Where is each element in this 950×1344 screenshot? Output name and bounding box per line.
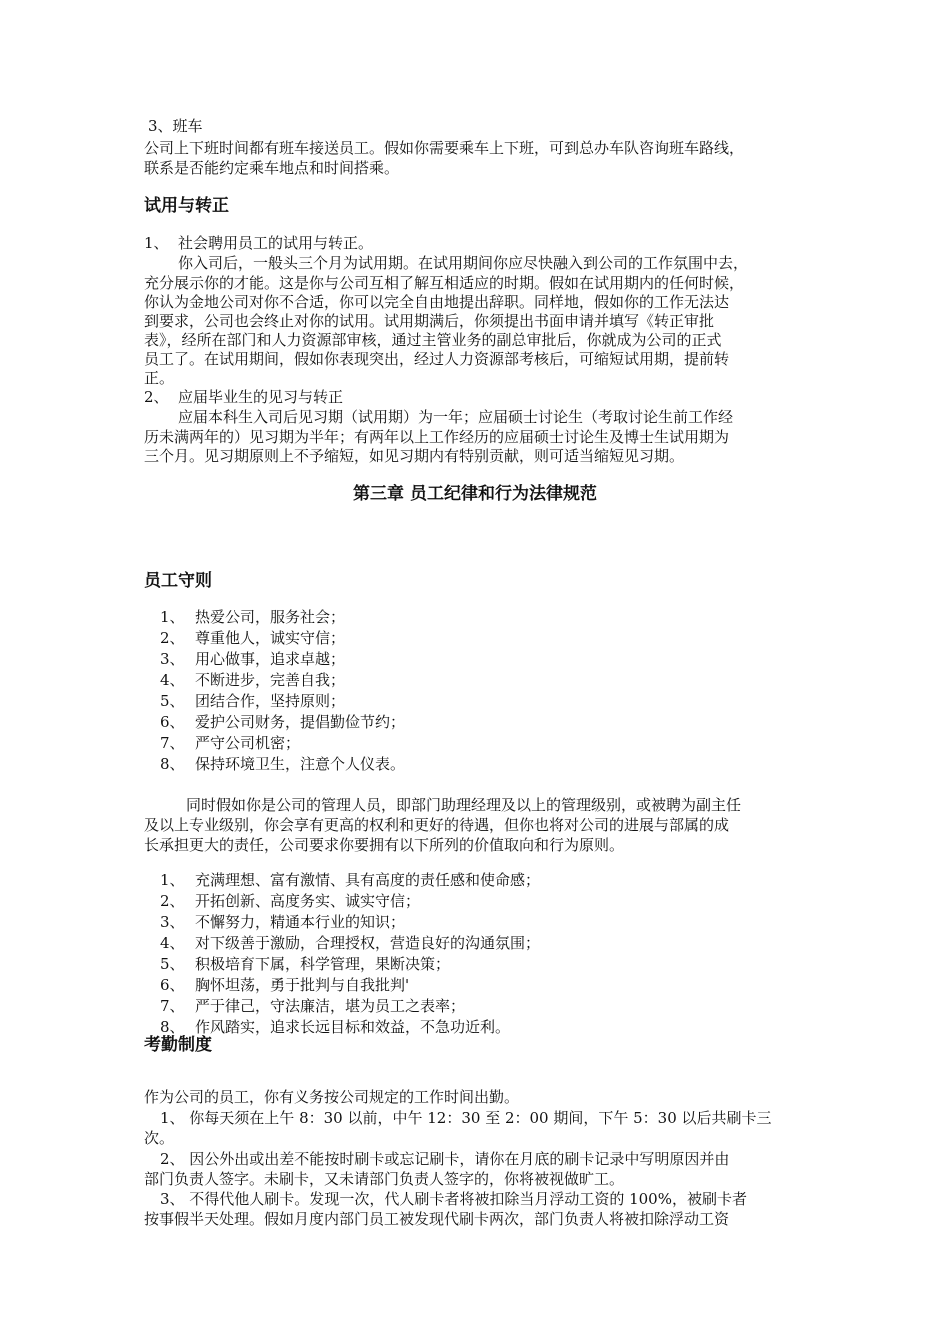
- paragraph-line: 1、 你每天须在上午 8：30 以前，中午 12：30 至 2：00 期间，下午 5：30 以后共刷卡三: [160, 1109, 772, 1127]
- paragraph-line: 三个月。见习期原则上不予缩短，如见习期内有特别贡献，则可适当缩短见习期。: [144, 447, 685, 465]
- list-number: 5、: [160, 955, 185, 973]
- list-item: 对下级善于激励，合理授权，营造良好的沟通氛围；: [195, 934, 541, 952]
- section-title-probation: 试用与转正: [144, 196, 229, 216]
- paragraph-line: 正。: [144, 369, 175, 387]
- paragraph-line: 你入司后，一般头三个月为试用期。在试用期间你应尽快融入到公司的工作氛围中去，: [178, 254, 749, 272]
- paragraph-line: 到要求，公司也会终止对你的试用。试用期满后，你须提出书面申请并填写《转正审批: [144, 312, 715, 330]
- paragraph-line: 部门负责人签字。未刷卡，又未请部门负责人签字的，你将被视做旷工。: [144, 1170, 625, 1188]
- list-number: 2、: [160, 629, 185, 647]
- list-item: 不断进步，完善自我；: [195, 671, 346, 689]
- list-number: 1、: [160, 871, 185, 889]
- list-number: 2、: [144, 388, 169, 406]
- list-number: 7、: [160, 734, 185, 752]
- list-item: 严于律己，守法廉洁，堪为员工之表率；: [195, 997, 466, 1015]
- list-number: 8、: [160, 755, 185, 773]
- list-number: 2、: [160, 892, 185, 910]
- list-item: 用心做事，追求卓越；: [195, 650, 346, 668]
- list-item: 保持环境卫生，注意个人仪表。: [195, 755, 406, 773]
- paragraph-line: 应届本科生入司后见习期（试用期）为一年；应届硕士讨论生（考取讨论生前工作经: [178, 408, 734, 426]
- bus-heading: 3、班车: [148, 117, 203, 135]
- paragraph-line: 3、 不得代他人刷卡。发现一次，代人刷卡者将被扣除当月浮动工资的 100%，被刷卡者: [160, 1190, 747, 1208]
- bus-line: 联系是否能约定乘车地点和时间搭乘。: [144, 159, 400, 177]
- paragraph-line: 2、 因公外出或出差不能按时刷卡或忘记刷卡，请你在月底的刷卡记录中写明原因并由: [160, 1150, 730, 1168]
- paragraph-line: 你认为金地公司对你不合适，你可以完全自由地提出辞职。同样地，假如你的工作无法达: [144, 293, 730, 311]
- bus-line: 公司上下班时间都有班车接送员工。假如你需要乘车上下班，可到总办车队咨询班车路线，: [144, 139, 745, 157]
- paragraph-line: 同时假如你是公司的管理人员，即部门助理经理及以上的管理级别，或被聘为副主任: [186, 796, 742, 814]
- list-number: 8、: [160, 1018, 185, 1036]
- list-item: 充满理想、富有激情、具有高度的责任感和使命感；: [195, 871, 541, 889]
- section-title-attendance: 考勤制度: [144, 1035, 212, 1055]
- list-item: 热爱公司，服务社会；: [195, 608, 346, 626]
- list-number: 6、: [160, 976, 185, 994]
- list-item: 团结合作，坚持原则；: [195, 692, 346, 710]
- paragraph-line: 表》，经所在部门和人力资源部审核，通过主管业务的副总审批后，你就成为公司的正式: [144, 331, 722, 349]
- paragraph-line: 及以上专业级别，你会享有更高的权利和更好的待遇，但你也将对公司的进展与部属的成: [144, 816, 730, 834]
- paragraph-line: 次。: [144, 1129, 175, 1147]
- list-number: 4、: [160, 671, 185, 689]
- list-item: 积极培育下属，科学管理，果断决策；: [195, 955, 451, 973]
- paragraph-line: 充分展示你的才能。这是你与公司互相了解互相适应的时期。假如在试用期内的任何时候，: [144, 274, 745, 292]
- list-item-title: 社会聘用员工的试用与转正。: [178, 234, 374, 252]
- list-item-title: 应届毕业生的见习与转正: [178, 388, 344, 406]
- list-number: 3、: [160, 650, 185, 668]
- list-item: 严守公司机密；: [195, 734, 301, 752]
- paragraph-line: 按事假半天处理。假如月度内部门员工被发现代刷卡两次，部门负责人将被扣除浮动工资: [144, 1210, 730, 1228]
- list-number: 6、: [160, 713, 185, 731]
- list-item: 开拓创新、高度务实、诚实守信；: [195, 892, 421, 910]
- list-item: 尊重他人，诚实守信；: [195, 629, 346, 647]
- list-item: 作风踏实，追求长远目标和效益，不急功近利。: [195, 1018, 511, 1036]
- paragraph-line: 长承担更大的责任，公司要求你要拥有以下所列的价值取向和行为原则。: [144, 836, 625, 854]
- list-number: 1、: [160, 608, 185, 626]
- paragraph-line: 作为公司的员工，你有义务按公司规定的工作时间出勤。: [144, 1088, 520, 1106]
- paragraph-line: 员工了。在试用期间，假如你表现突出，经过人力资源部考核后，可缩短试用期，提前转: [144, 350, 730, 368]
- list-item: 胸怀坦荡，勇于批判与自我批判': [195, 976, 410, 994]
- list-number: 7、: [160, 997, 185, 1015]
- section-title-rules: 员工守则: [144, 571, 212, 591]
- list-number: 4、: [160, 934, 185, 952]
- chapter-title: 第三章 员工纪律和行为法律规范: [353, 484, 597, 504]
- paragraph-line: 历未满两年的）见习期为半年；有两年以上工作经历的应届硕士讨论生及博士生试用期为: [144, 428, 730, 446]
- list-item: 爱护公司财务，提倡勤俭节约；: [195, 713, 406, 731]
- list-item: 不懈努力，精通本行业的知识；: [195, 913, 406, 931]
- list-number: 5、: [160, 692, 185, 710]
- list-number: 1、: [144, 234, 169, 252]
- list-number: 3、: [160, 913, 185, 931]
